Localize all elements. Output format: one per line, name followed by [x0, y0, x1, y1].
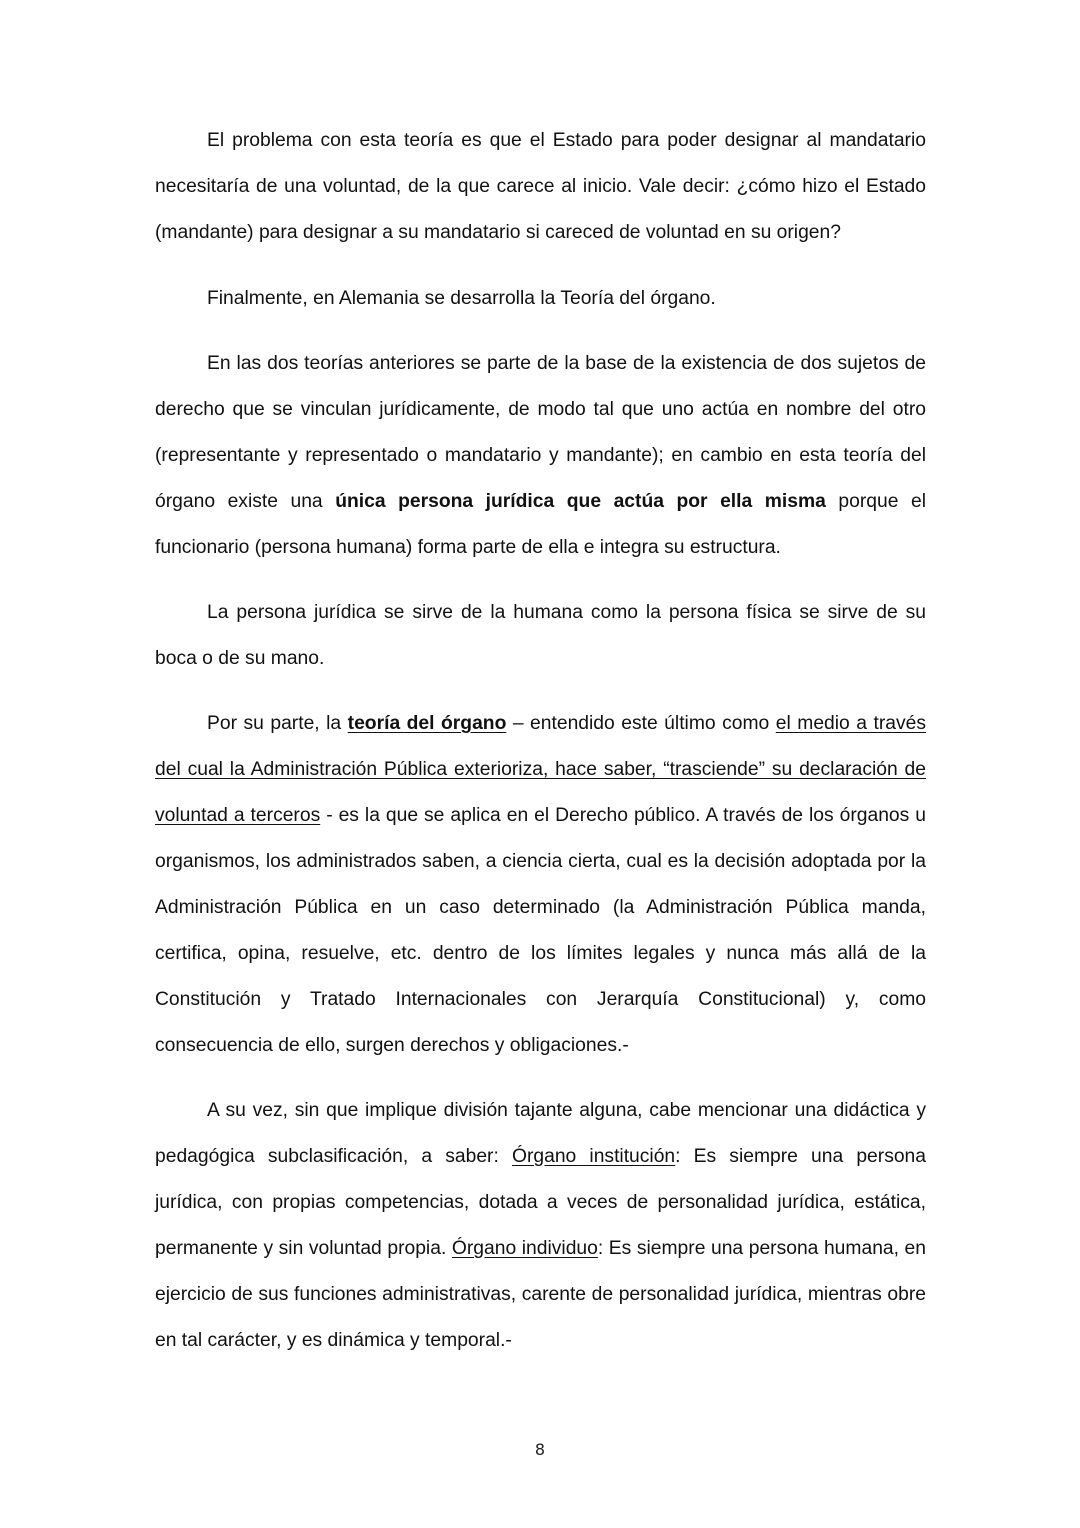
text-segment: El problema con esta teoría es que el Estado para poder designar al mandatario necesitaría de una voluntad, de la que carece al inicio. Vale decir: ¿cómo hizo el Estado (mandante) para designar a su mandatario si careced de voluntad en su origen? [155, 130, 926, 243]
text-segment: Finalmente, en Alemania se desarrolla la Teoría del órgano. [207, 288, 716, 309]
emphasis-single-legal-person: única persona jurídica que actúa por ella misma [335, 491, 826, 512]
text-segment: Por su parte, la [207, 713, 348, 734]
text-segment: porque el funcionario (persona humana) forma parte de ella e integra su estructura. [155, 491, 926, 558]
text-segment: : Es siempre una persona humana, en ejercicio de sus funciones administrativas, carente de personalidad jurídica, mientras obre en tal carácter, y es dinámica y temporal.- [155, 1238, 927, 1351]
underlined-organo-institucion: Órgano institución [511, 1146, 676, 1167]
text-segment: – entendido este último como [506, 713, 776, 734]
paragraph-mandate-problem [155, 118, 926, 256]
text-segment: - es la que se aplica en el Derecho público. A través de los órganos u organismos, los administrados saben, a ciencia cierta, cual es la decisión adoptada por la Administración Pública en un caso determinado (la Administración Pública manda, certifica, opina, resuelve, etc. dentro de los límites legales y nunca más allá de la Constitución y Tratado Internacionales con Jerarquía Constitucional) y, como consecuencia de ello, surgen derechos y obligaciones.- [155, 805, 926, 1056]
text-segment: : Es siempre una persona jurídica, con propias competencias, dotada a veces de personalidad jurídica, estática, permanente y sin voluntad propia. [155, 1146, 927, 1259]
text-segment: A su vez, sin que implique división tajante alguna, cabe mencionar una didáctica y pedagógica subclasificación, a saber: [155, 1100, 926, 1167]
document-body [155, 118, 926, 1383]
page-number: 8 [534, 1440, 546, 1459]
paragraph-germany-theory [155, 276, 926, 322]
text-segment: En las dos teorías anteriores se parte de la base de la existencia de dos sujetos de derecho que se vinculan jurídicamente, de modo tal que uno actúa en nombre del otro (representante y representado o mandatario y mandante); en cambio en esta teoría del órgano existe una [155, 353, 926, 512]
underlined-organ-definition: el medio a través del cual la Administración Pública exterioriza, hace saber, “trasciende” su declaración de voluntad a terceros [155, 713, 926, 826]
paragraph-previous-theories [155, 341, 926, 571]
underlined-organo-individuo: Órgano individuo [451, 1238, 598, 1259]
paragraph-legal-person-analogy [155, 590, 926, 682]
emphasis-organ-theory: teoría del órgano [347, 713, 507, 734]
paragraph-organ-theory [155, 701, 926, 1069]
text-segment: La persona jurídica se sirve de la humana como la persona física se sirve de su boca o de su mano. [155, 602, 926, 669]
paragraph-subclassification [155, 1088, 926, 1364]
